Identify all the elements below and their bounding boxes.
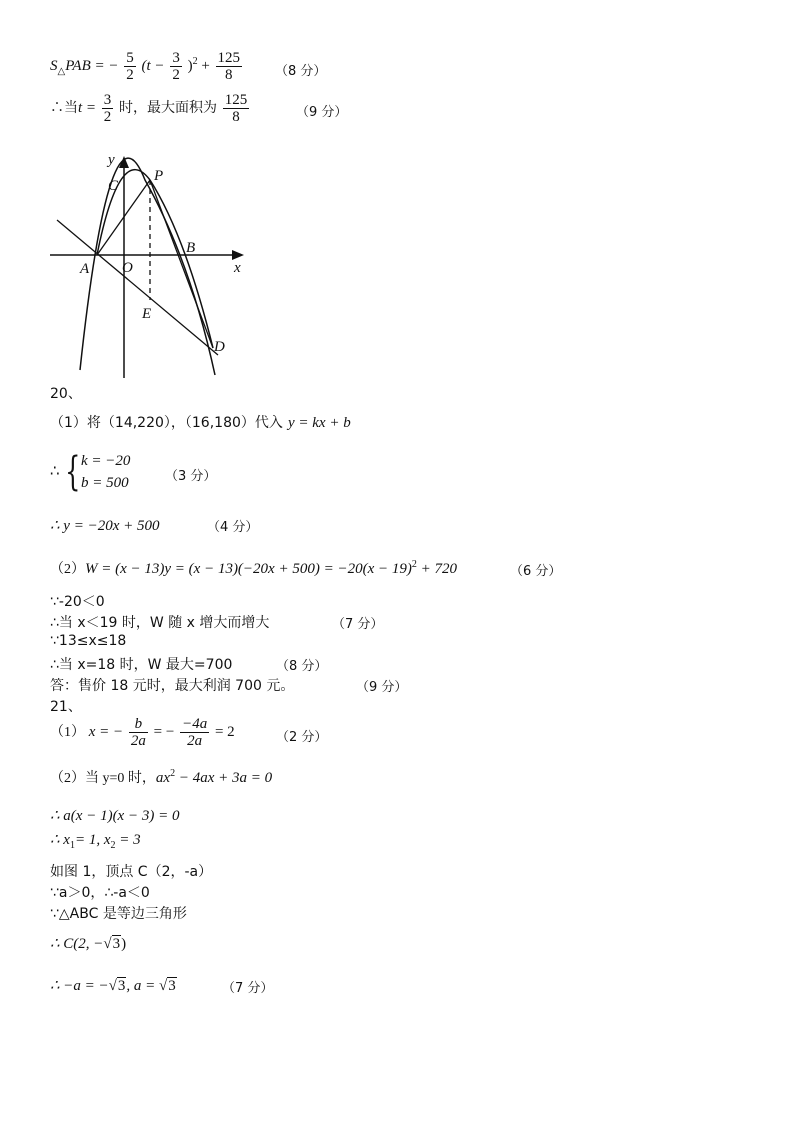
q20-line1: ∵-20＜0 (50, 594, 105, 610)
q20-part1: （1）将（14,220），（16,180）代入 y = kx + b (50, 415, 351, 431)
score-9: （9 分） (296, 105, 348, 120)
label-E: E (142, 306, 152, 322)
q21-factor: ∴ a(x − 1)(x − 3) = 0 (50, 808, 180, 824)
label-y: y (108, 152, 115, 168)
q20-part2: $(2)W = (x - 13)y = (x - 13)(-20x + 500) = -20(x - 19)^2 + 720$ (50, 559, 457, 577)
q20-system: ∴ {k = −20 b = 500 (50, 449, 131, 495)
q21-line2: ∵a＞0，∴-a＜0 (50, 885, 150, 901)
score-8b: （8 分） (276, 659, 328, 674)
score-4: （4 分） (207, 520, 259, 535)
q20-equation: ∴ y = −20x + 500 (50, 518, 160, 534)
q21-part1: （1） x = − $\frac{b}{2a}$ = − $\frac{-4a}{2a}$ = 2 (50, 716, 235, 749)
q21-roots: ∴ $x_1= 1$, $x_2 = 3$ (50, 832, 141, 851)
q21-line3: ∵△ABC 是等边三角形 (50, 906, 187, 922)
segment-PD (150, 180, 213, 348)
label-B: B (186, 240, 196, 256)
parabola-figure (40, 145, 260, 385)
score-9b: （9 分） (356, 680, 408, 695)
area-formula: $S_\triangle PAB$ = − $\frac{5}{2}$ (t − $\frac{3}{2}$ )$^2$ + $\frac{125}{8}$ (50, 50, 241, 83)
q21-line1: 如图 1，顶点 C（2，-a） (50, 864, 213, 880)
parabola-outer (80, 158, 215, 375)
label-D: D (214, 339, 225, 355)
q20-answer: 答：售价 18 元时，最大利润 700 元。 (50, 678, 295, 694)
label-x: x (234, 260, 241, 276)
score-7b: （7 分） (222, 981, 274, 996)
score-2: （2 分） (276, 730, 328, 745)
max-area-line: ∴当t = $\frac{3}{2}$ 时，最大面积为 $\frac{125}{8}$ (50, 92, 248, 125)
label-P: P (154, 168, 164, 184)
score-3: （3 分） (165, 469, 217, 484)
q20-line3: ∵13≤x≤18 (50, 633, 127, 649)
score-8: （8 分） (275, 64, 327, 79)
x-axis-arrow (232, 250, 244, 260)
label-A: A (80, 261, 90, 277)
q20-label: 20、 (50, 386, 82, 402)
score-7a: （7 分） (332, 617, 384, 632)
q20-line2: ∴当 x＜19 时，W 随 x 增大而增大 (50, 615, 270, 631)
q21-vertex: ∴ C(2, −√3) (50, 936, 127, 952)
label-C: C (108, 178, 119, 194)
q20-line4: ∴当 x=18 时，W 最大=700 (50, 657, 233, 673)
score-6: （6 分） (510, 564, 562, 579)
q21-part2: （2）当 y=0 时，$ax^2 - 4ax + 3a = 0$ (50, 768, 273, 786)
q21-result: ∴ −a = −√3, a = √3 (50, 978, 176, 994)
q21-label: 21、 (50, 699, 82, 715)
label-O: O (122, 260, 133, 276)
